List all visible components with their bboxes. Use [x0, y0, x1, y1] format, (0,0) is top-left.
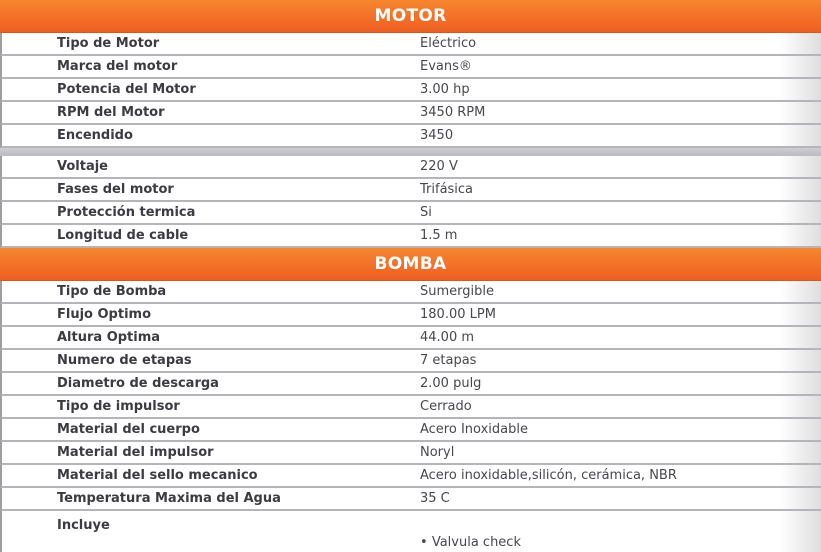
spec-label: Diametro de descarga [57, 376, 219, 391]
spec-value: Trifásica [420, 182, 474, 197]
spec-row [0, 33, 821, 56]
spec-label: Longitud de cable [57, 228, 189, 243]
spec-label: Protección termica [57, 205, 196, 220]
spec-row [0, 373, 821, 396]
spec-value: 220 V [420, 159, 458, 174]
spec-label: Altura Optima [57, 330, 161, 345]
spec-row [0, 281, 821, 304]
spec-row [0, 225, 821, 248]
spec-value: Acero inoxidable,silicón, cerámica, NBR [420, 468, 677, 483]
spec-row [0, 488, 821, 511]
section-header-bomba [0, 248, 821, 281]
spec-row [0, 125, 821, 148]
spec-label: Material del sello mecanico [57, 468, 258, 483]
spec-value: Cerrado [420, 399, 472, 414]
spec-value: Evans® [420, 59, 472, 74]
spec-row [0, 156, 821, 179]
spec-label: Potencia del Motor [57, 82, 196, 97]
section-header-motor [0, 0, 821, 33]
spec-row [0, 304, 821, 327]
spec-row [0, 419, 821, 442]
spec-row [0, 350, 821, 373]
spec-label: Tipo de impulsor [57, 399, 180, 414]
spec-row [0, 465, 821, 488]
spec-row [0, 442, 821, 465]
spec-label: RPM del Motor [57, 105, 165, 120]
spec-value: 44.00 m [420, 330, 475, 345]
spec-value: Acero Inoxidable [420, 422, 528, 437]
section-title: BOMBA [374, 254, 447, 274]
spec-value: Eléctrico [420, 36, 477, 51]
includes-row [0, 511, 821, 552]
spec-label: Tipo de Motor [57, 36, 160, 51]
spec-value: 3.00 hp [420, 82, 470, 97]
spec-value: Sumergible [420, 284, 494, 299]
spec-row [0, 79, 821, 102]
spec-label: Material del cuerpo [57, 422, 200, 437]
spec-label: Voltaje [57, 159, 108, 174]
includes-bullet-item: • Valvula check [420, 534, 821, 551]
spec-value: Noryl [420, 445, 455, 460]
spec-label: Encendido [57, 128, 133, 143]
spec-value: 7 etapas [420, 353, 477, 368]
spec-label: Fases del motor [57, 182, 174, 197]
spec-label: Tipo de Bomba [57, 284, 167, 299]
spec-label: Temperatura Maxima del Agua [57, 491, 281, 506]
spec-value: 3450 [420, 128, 454, 143]
spec-row [0, 56, 821, 79]
spec-value: 3450 RPM [420, 105, 486, 120]
spec-value: Si [420, 205, 432, 220]
includes-value [420, 511, 821, 551]
spec-label: Marca del motor [57, 59, 178, 74]
spec-row [0, 327, 821, 350]
section-title: MOTOR [374, 6, 447, 26]
group-divider [0, 148, 821, 156]
spec-row [0, 202, 821, 225]
spec-value: 1.5 m [420, 228, 458, 243]
spec-row [0, 102, 821, 125]
spec-row [0, 396, 821, 419]
spec-label: Flujo Optimo [57, 307, 152, 322]
spec-value: 35 C [420, 491, 450, 506]
spec-label: Numero de etapas [57, 353, 192, 368]
spec-row [0, 179, 821, 202]
includes-label: Incluye [57, 518, 110, 533]
spec-value: 180.00 LPM [420, 307, 496, 322]
spec-label: Material del impulsor [57, 445, 214, 460]
spec-value: 2.00 pulg [420, 376, 482, 391]
